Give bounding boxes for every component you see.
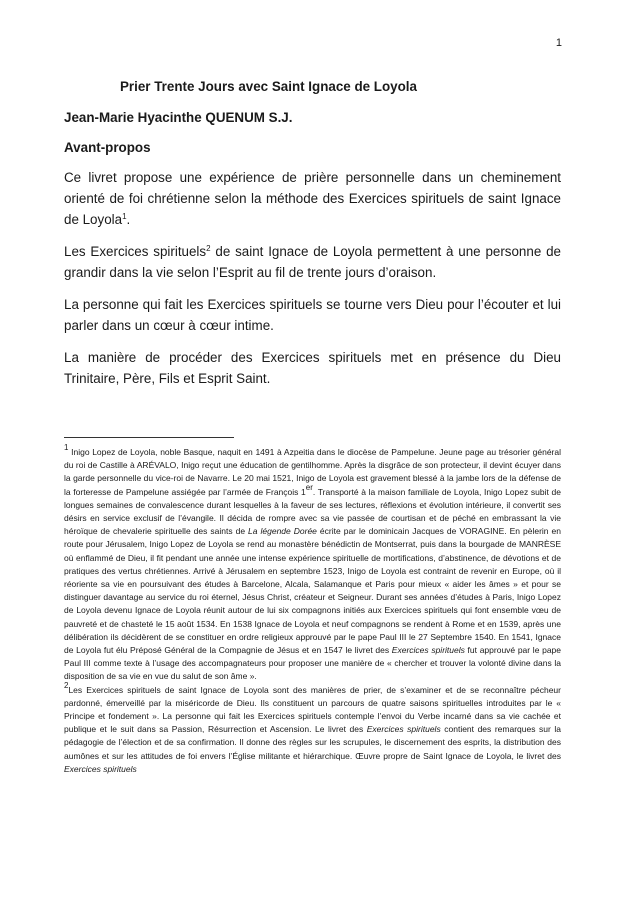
footnote-ref-1[interactable]: 1 xyxy=(122,212,127,221)
footnote-1-number: 1 xyxy=(64,443,69,452)
footnote-2-number: 2 xyxy=(64,680,69,690)
paragraph-4: La manière de procéder des Exercices spirituels met en présence du Dieu Trinitaire, Père, Fils et Esprit Saint. xyxy=(64,350,561,386)
footnote-1-superscript: er xyxy=(305,482,313,492)
paragraph-1-text: Ce livret propose une expérience de prière personnelle dans un cheminement orienté de foi chrétienne selon la méthode des Exercices spirituels de saint Ignace de Loyola xyxy=(64,170,561,227)
footnote-1-italic-2: Exercices spirituels xyxy=(391,645,465,656)
footnotes xyxy=(64,443,562,776)
section-heading: Avant-propos xyxy=(64,140,151,155)
footnote-ref-2[interactable]: 2 xyxy=(206,244,211,253)
paragraph-2 xyxy=(64,241,561,283)
footnote-1-italic-1: La légende Dorée xyxy=(248,526,317,537)
footnote-2 xyxy=(64,680,561,776)
document-title: Prier Trente Jours avec Saint Ignace de Loyola xyxy=(120,79,417,94)
footnote-1-part-a: Inigo Lopez de Loyola, noble Basque, naquit en 1491 à Azpeitia dans le diocèse de Pampelune. Jeune page au trésorier général du roi de Castille à ARÉVALO, Inigo reçut une éducation de gentilhomme. Après la disgrâce de son protecteur, il devint écuyer dans la garde personnelle du vice-roi de Navarre. Le 20 mai 1521, Inigo de Loyola est gravement blessé à la jambe lors de la défense de la forteresse de Pampelune assiégée par l’armée de François 1 xyxy=(64,447,561,497)
footnote-2-part-b: contient des remarques sur la pédagogie de l’élection et de sa confirmation. Il donne des règles sur les scrupules, le discernement des esprits, la distribution des aumônes et sur les attitudes de foi envers l’Église militante et hiérarchique. Œuvre propre de Saint Ignace de Loyola, le livret des xyxy=(64,724,561,761)
page-number: 1 xyxy=(555,37,562,49)
footnote-1-part-c: écrite par le dominicain Jacques de VORAGINE. En pèlerin en route pour Jérusalem, Inigo Lopez de Loyola se rend au monastère bénédictin de Montserrat, puis dans la bourgade de MANRÈSE où enflammé de Dieu, il fit pendant une année une intense expérience spirituelle de mortifications, d’abstinence, de dévotions et de pratiques des vertus chrétiennes. Arrivé à Jérusalem en septembre 1523, Inigo de Loyola est contraint de revenir en Europe, où il réoriente sa vie en poursuivant des études à Barcelone, Alcala, Salamanque et Paris pour mieux « aider les âmes » et pour se distinguer davantage au service du roi éternel, Jésus Christ, créateur et Seigneur. Durant ses années d’études à Paris, Inigo Lopez de Loyola devenu Ignace de Loyola réunit autour de lui six compagnons initiés aux Exercices spirituels qui font ensemble vœu de pauvreté et de chasteté le 15 août 1534. En 1538 Ignace de Loyola et neuf compagnons se rendent à Rome et en 1539, après une délibération ils décidèrent de se constituer en ordre religieux approuvé par le pape Paul III le 27 Septembre 1540. En 1541, Ignace de Loyola fut élu Préposé Général de la Compagnie de Jésus et en 1547 le livret des xyxy=(64,526,561,656)
footnote-2-italic-1: Exercices spirituels xyxy=(366,724,441,735)
paragraph-2-start: Les Exercices spirituels xyxy=(64,244,207,259)
author-line: Jean-Marie Hyacinthe QUENUM S.J. xyxy=(64,110,293,125)
footnote-separator xyxy=(64,437,234,438)
footnote-1-part-b: . Transporté à la maison familiale de Loyola, Inigo Lopez subit de longues semaines de convalescence durant lesquelles à la faveur de ses lectures, réflexions et évolution intérieure, il convertit ses désirs en service exclusif de l’évangile. Il décida de rompre avec sa vie passée de courtisan et de péché en embrassant la vie héroïque de chevalerie spirituelle des saints de xyxy=(64,486,561,537)
footnote-2-part-a: Les Exercices spirituels de saint Ignace de Loyola sont des manières de prier, de s’examiner et de se reconnaître pécheur pardonné, émerveillé par la miséricorde de Dieu. Ils constituent un parcours de quatre saisons spirituelles introduites par le « Principe et fondement ». La personne qui fait les Exercices spirituels contemple l’envoi du Verbe incarné dans sa vie cachée et publique et le suit dans sa Passion, Résurrection et Ascension. Le livret des xyxy=(64,684,561,735)
footnote-1 xyxy=(64,443,562,684)
footnote-1-part-d: fut approuvé par le pape Paul III comme texte à l’usage des accompagnateurs pour proposer une manière de « chercher et trouver la volonté divine dans la disposition de sa vie en vue du salut de son âme ». xyxy=(64,645,562,682)
main-content xyxy=(64,79,561,389)
footnote-2-italic-2: Exercices spirituels xyxy=(64,763,137,774)
paragraph-3: La personne qui fait les Exercices spirituels se tourne vers Dieu pour l’écouter et lui parler dans un cœur à cœur intime. xyxy=(64,297,561,333)
paragraph-2-rest: de saint Ignace de Loyola permettent à une personne de grandir dans la vie selon l’Esprit au fil de trente jours d’oraison. xyxy=(64,244,561,280)
paragraph-1 xyxy=(64,167,561,230)
paragraph-1-end: . xyxy=(126,212,131,227)
